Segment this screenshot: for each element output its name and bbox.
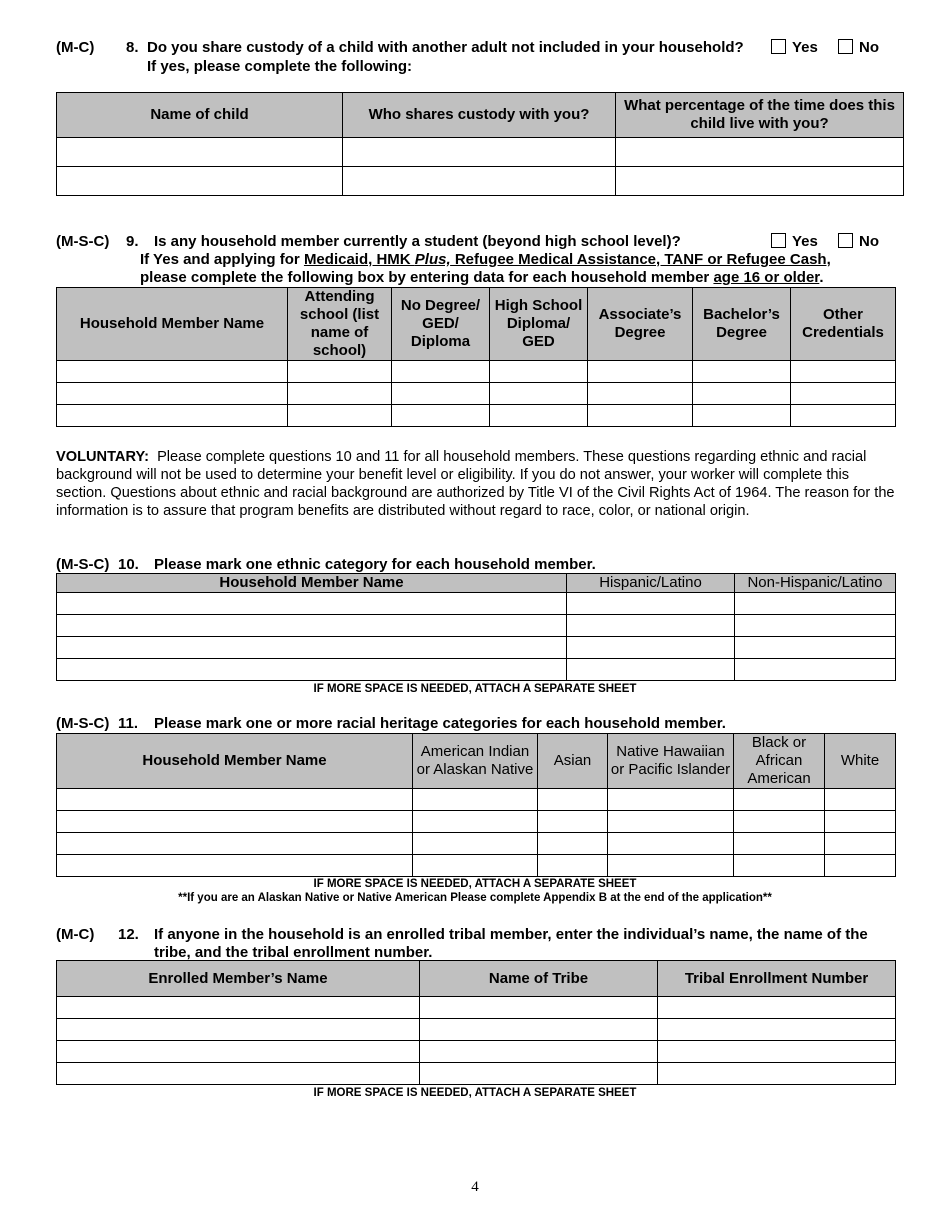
q11-header-white: White — [825, 734, 896, 789]
voluntary-text: Please complete questions 10 and 11 for all household members. These questions regarding ethnic and racial background will not be used to determine your benefit level or eligibility. If you do not answer, your worker will complete this section. Questions about ethnic and racial background are authorized by Title VI of the Civil Rights Act of 1964. The reason for the information is to assure that program benefits are distributed without regard to race, color, or national origin. — [56, 449, 895, 519]
input-cell[interactable] — [57, 1063, 420, 1085]
input-cell[interactable] — [658, 1041, 896, 1063]
table-row — [57, 811, 896, 833]
input-cell[interactable] — [490, 383, 588, 405]
q9-yes-label: Yes — [792, 233, 818, 250]
q11-appendix-note: **If you are an Alaskan Native or Native American Please complete Appendix B at the end of the application** — [178, 892, 772, 904]
q8-number: 8. — [126, 39, 139, 56]
input-cell[interactable] — [735, 637, 896, 659]
input-cell[interactable] — [413, 789, 538, 811]
q8-code: (M-C) — [56, 39, 95, 56]
table-row — [57, 659, 896, 681]
input-cell[interactable] — [825, 833, 896, 855]
input-cell[interactable] — [392, 405, 490, 427]
table-row — [57, 615, 896, 637]
q12-number: 12. — [118, 926, 139, 943]
input-cell[interactable] — [608, 833, 734, 855]
q9-question: Is any household member currently a student (beyond high school level)? — [154, 233, 681, 250]
input-cell[interactable] — [57, 1019, 420, 1041]
q10-header-non-hispanic: Non-Hispanic/Latino — [735, 574, 896, 593]
input-cell[interactable] — [608, 811, 734, 833]
input-cell[interactable] — [57, 167, 343, 196]
q9-header-attending-school: Attending school (list name of school) — [288, 288, 392, 361]
table-row — [57, 361, 896, 383]
input-cell[interactable] — [825, 855, 896, 877]
voluntary-label: VOLUNTARY: — [56, 449, 149, 465]
input-cell[interactable] — [413, 833, 538, 855]
input-cell[interactable] — [57, 833, 413, 855]
input-cell[interactable] — [735, 615, 896, 637]
input-cell[interactable] — [825, 811, 896, 833]
input-cell[interactable] — [343, 138, 616, 167]
q11-header-black: Black or African American — [734, 734, 825, 789]
q9-code: (M-S-C) — [56, 233, 110, 250]
input-cell[interactable] — [343, 167, 616, 196]
q9-no-option[interactable] — [838, 233, 879, 250]
input-cell[interactable] — [57, 361, 288, 383]
input-cell[interactable] — [57, 405, 288, 427]
input-cell[interactable] — [658, 1019, 896, 1041]
q11-space-note: IF MORE SPACE IS NEEDED, ATTACH A SEPARATE SHEET — [313, 878, 637, 890]
q12-tribal-table — [56, 960, 896, 1085]
q11-question: Please mark one or more racial heritage categories for each household member. — [154, 715, 726, 732]
input-cell[interactable] — [288, 383, 392, 405]
input-cell[interactable] — [567, 659, 735, 681]
input-cell[interactable] — [608, 855, 734, 877]
q9-instructions-line-1 — [140, 251, 831, 268]
q9-no-checkbox[interactable] — [838, 233, 853, 248]
q12-question: If anyone in the household is an enrolled tribal member, enter the individual’s name, the name of the tribe, and the tribal enrollment number. — [154, 926, 868, 961]
input-cell[interactable] — [538, 833, 608, 855]
q9-number: 9. — [126, 233, 139, 250]
q9-yes-checkbox[interactable] — [771, 233, 786, 248]
q9-header-no-degree: No Degree/ GED/ Diploma — [392, 288, 490, 361]
q8-subtext: If yes, please complete the following: — [147, 58, 413, 75]
input-cell[interactable] — [588, 383, 693, 405]
q9-age-requirement: age 16 or older — [713, 269, 820, 286]
q8-no-checkbox[interactable] — [838, 39, 853, 54]
q10-header-member-name: Household Member Name — [57, 574, 567, 593]
q12-code: (M-C) — [56, 926, 95, 943]
input-cell[interactable] — [567, 637, 735, 659]
q9-line2-prefix: If Yes and applying for — [140, 251, 304, 268]
input-cell[interactable] — [791, 383, 896, 405]
input-cell[interactable] — [288, 361, 392, 383]
q9-instructions-line-2 — [140, 269, 824, 286]
q11-race-table — [56, 733, 896, 877]
q11-header-asian: Asian — [538, 734, 608, 789]
input-cell[interactable] — [693, 383, 791, 405]
input-cell[interactable] — [57, 383, 288, 405]
input-cell[interactable] — [420, 1063, 658, 1085]
q8-header-who-shares: Who shares custody with you? — [343, 93, 616, 138]
q10-code: (M-S-C) — [56, 556, 110, 573]
q8-yes-option[interactable] — [771, 39, 818, 56]
table-row — [57, 637, 896, 659]
q9-header-associates: Associate’s Degree — [588, 288, 693, 361]
q11-header-native-hawaiian: Native Hawaiian or Pacific Islander — [608, 734, 734, 789]
q9-header-member-name: Household Member Name — [57, 288, 288, 361]
input-cell[interactable] — [658, 1063, 896, 1085]
q8-question: Do you share custody of a child with another adult not included in your household? — [147, 39, 744, 56]
input-cell[interactable] — [288, 405, 392, 427]
q9-programs-b: Refugee Medical Assistance, TANF or Refugee Cash, — [450, 251, 831, 268]
input-cell[interactable] — [734, 855, 825, 877]
table-row — [57, 789, 896, 811]
input-cell[interactable] — [57, 138, 343, 167]
input-cell[interactable] — [693, 405, 791, 427]
input-cell[interactable] — [735, 659, 896, 681]
input-cell[interactable] — [734, 833, 825, 855]
input-cell[interactable] — [567, 593, 735, 615]
q9-programs-plus: Plus, — [414, 251, 451, 268]
input-cell[interactable] — [616, 167, 904, 196]
page-number: 4 — [471, 1179, 479, 1195]
input-cell[interactable] — [490, 405, 588, 427]
input-cell[interactable] — [57, 593, 567, 615]
q9-line3-a: please complete the following box by entering data for each household member — [140, 269, 714, 286]
q8-yes-label: Yes — [792, 39, 818, 56]
table-row — [57, 1019, 896, 1041]
q9-programs-a: Medicaid, HMK — [303, 251, 415, 268]
q11-header-american-indian: American Indian or Alaskan Native — [413, 734, 538, 789]
input-cell[interactable] — [734, 811, 825, 833]
input-cell[interactable] — [420, 997, 658, 1019]
input-cell[interactable] — [791, 405, 896, 427]
q10-number: 10. — [118, 556, 139, 573]
input-cell[interactable] — [57, 659, 567, 681]
input-cell[interactable] — [791, 361, 896, 383]
table-row — [57, 1063, 896, 1085]
input-cell[interactable] — [616, 138, 904, 167]
input-cell[interactable] — [57, 997, 420, 1019]
q10-question: Please mark one ethnic category for each household member. — [154, 556, 596, 573]
input-cell[interactable] — [413, 855, 538, 877]
input-cell[interactable] — [608, 789, 734, 811]
q10-space-note: IF MORE SPACE IS NEEDED, ATTACH A SEPARATE SHEET — [313, 683, 637, 695]
input-cell[interactable] — [57, 789, 413, 811]
q8-custody-table — [56, 92, 904, 196]
q9-header-other: Other Credentials — [791, 288, 896, 361]
table-row — [57, 593, 896, 615]
input-cell[interactable] — [57, 615, 567, 637]
input-cell[interactable] — [490, 361, 588, 383]
q8-no-option[interactable] — [838, 39, 879, 56]
input-cell[interactable] — [57, 811, 413, 833]
input-cell[interactable] — [57, 1041, 420, 1063]
voluntary-paragraph — [56, 448, 896, 520]
q9-no-label: No — [859, 233, 879, 250]
input-cell[interactable] — [588, 405, 693, 427]
input-cell[interactable] — [567, 615, 735, 637]
table-row — [57, 167, 904, 196]
input-cell[interactable] — [420, 1041, 658, 1063]
q8-header-percentage: What percentage of the time does this child live with you? — [616, 93, 904, 138]
q11-number: 11. — [118, 715, 139, 732]
q12-header-enrollment-number: Tribal Enrollment Number — [658, 961, 896, 997]
table-row — [57, 997, 896, 1019]
input-cell[interactable] — [413, 811, 538, 833]
table-row — [57, 1041, 896, 1063]
q10-ethnicity-table — [56, 573, 896, 681]
q12-header-member-name: Enrolled Member’s Name — [57, 961, 420, 997]
table-row — [57, 855, 896, 877]
input-cell[interactable] — [734, 789, 825, 811]
table-row — [57, 833, 896, 855]
q8-yes-checkbox[interactable] — [771, 39, 786, 54]
input-cell[interactable] — [392, 361, 490, 383]
table-row — [57, 405, 896, 427]
q9-header-high-school: High School Diploma/ GED — [490, 288, 588, 361]
q10-header-hispanic: Hispanic/Latino — [567, 574, 735, 593]
q9-yes-option[interactable] — [771, 233, 818, 250]
input-cell[interactable] — [735, 593, 896, 615]
q8-header-name-of-child: Name of child — [57, 93, 343, 138]
q9-line3-c: . — [819, 269, 824, 286]
q8-no-label: No — [859, 39, 879, 56]
input-cell[interactable] — [693, 361, 791, 383]
input-cell[interactable] — [392, 383, 490, 405]
input-cell[interactable] — [420, 1019, 658, 1041]
input-cell[interactable] — [658, 997, 896, 1019]
q9-education-table — [56, 287, 896, 427]
table-row — [57, 383, 896, 405]
input-cell[interactable] — [57, 637, 567, 659]
q11-code: (M-S-C) — [56, 715, 110, 732]
q11-header-member-name: Household Member Name — [57, 734, 413, 789]
input-cell[interactable] — [825, 789, 896, 811]
q12-header-tribe: Name of Tribe — [420, 961, 658, 997]
input-cell[interactable] — [588, 361, 693, 383]
table-row — [57, 138, 904, 167]
q12-space-note: IF MORE SPACE IS NEEDED, ATTACH A SEPARATE SHEET — [313, 1087, 637, 1099]
input-cell[interactable] — [538, 789, 608, 811]
q9-header-bachelors: Bachelor’s Degree — [693, 288, 791, 361]
input-cell[interactable] — [57, 855, 413, 877]
input-cell[interactable] — [538, 811, 608, 833]
input-cell[interactable] — [538, 855, 608, 877]
